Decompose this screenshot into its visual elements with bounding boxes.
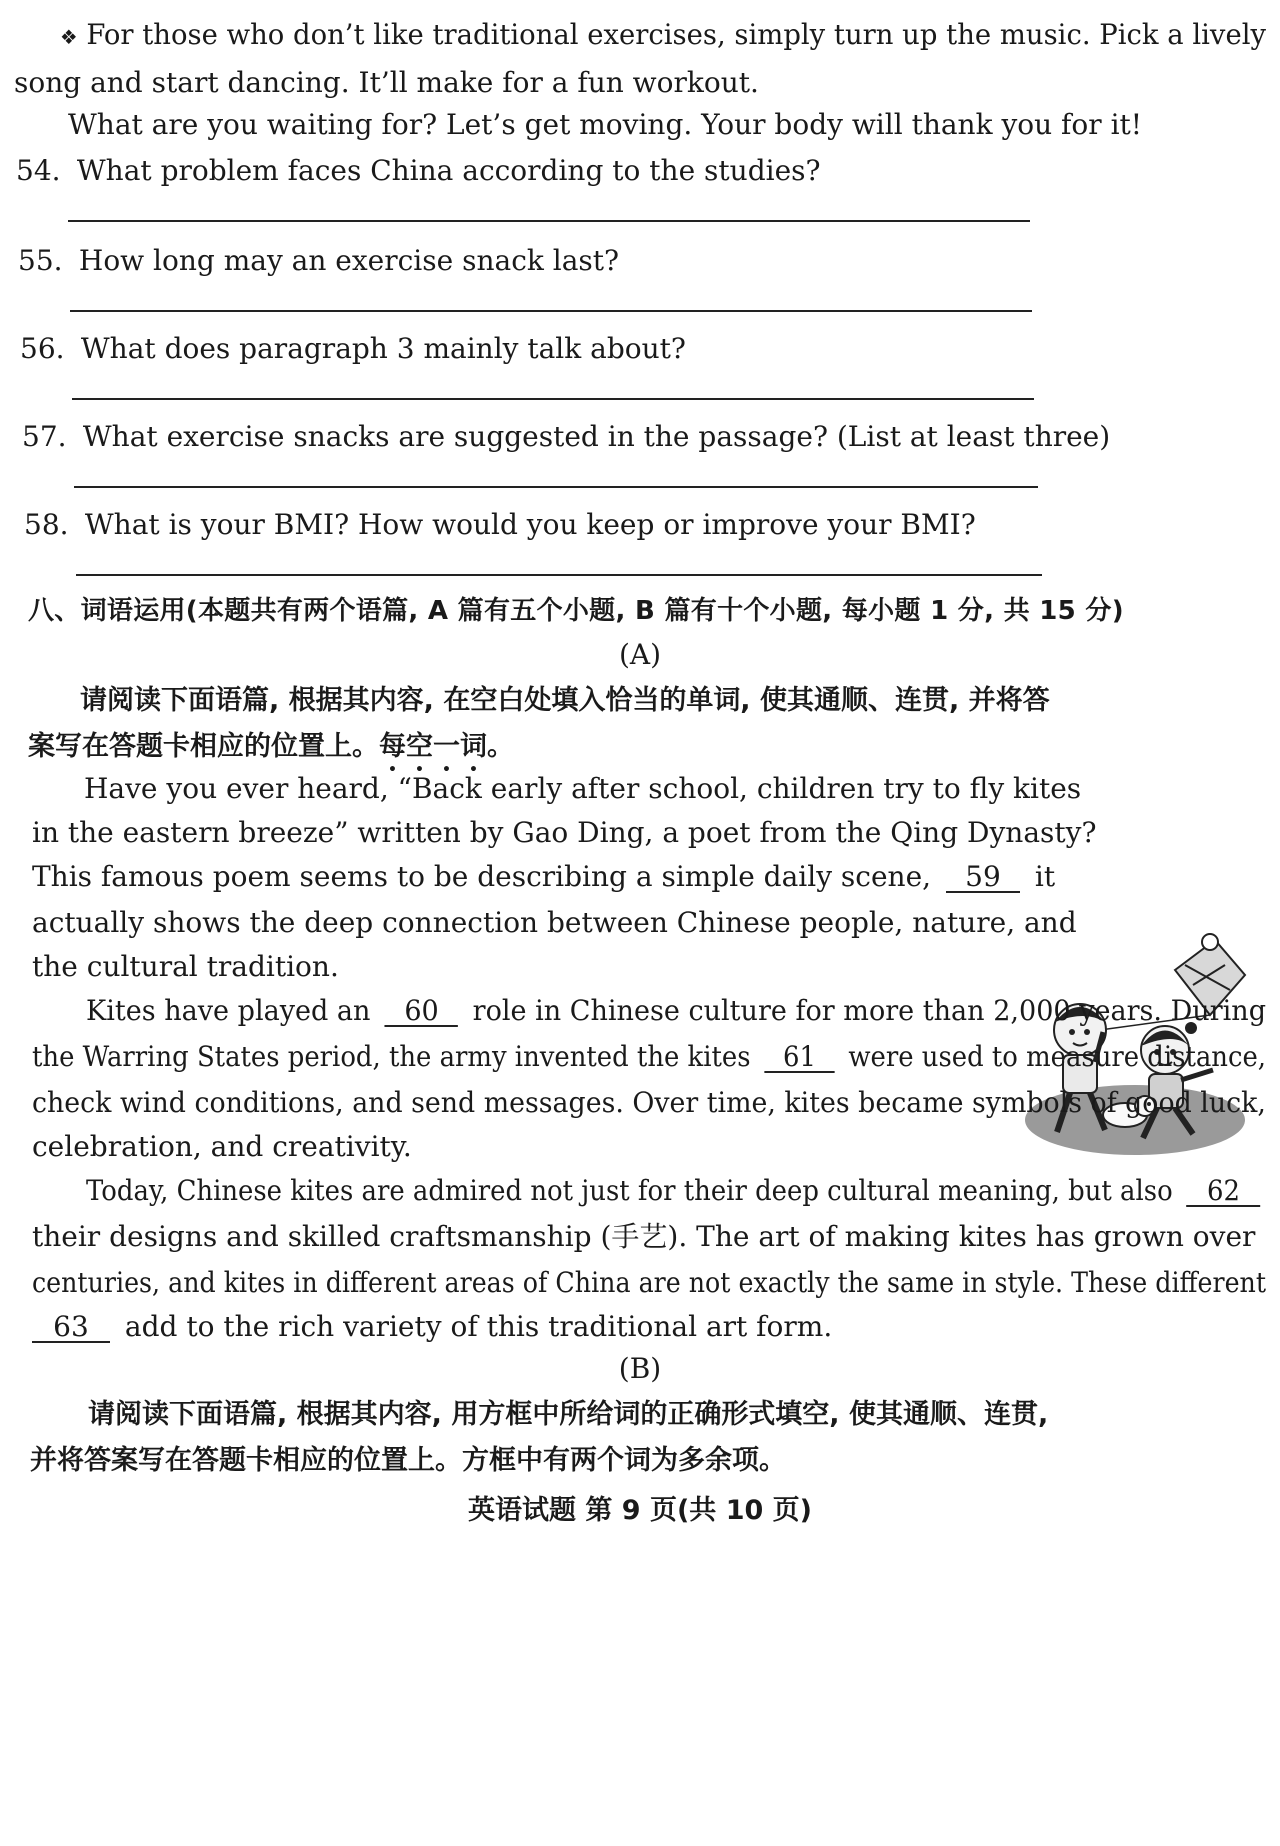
answer-line-56[interactable] bbox=[72, 398, 1034, 400]
kite-children-illustration bbox=[1025, 910, 1270, 1160]
question-number: 57. bbox=[22, 420, 67, 453]
p3-line-4 bbox=[32, 1310, 832, 1344]
p3-line-1-pre: Today, Chinese kites are admired not just for their deep cultural meaning, but also bbox=[86, 1174, 1173, 1207]
question-number: 58. bbox=[24, 508, 69, 541]
answer-line-58[interactable] bbox=[76, 574, 1042, 576]
question-text: What does paragraph 3 mainly talk about? bbox=[80, 332, 686, 365]
part-b-instruction-1: 请阅读下面语篇, 根据其内容, 用方框中所给词的正确形式填空, 使其通顺、连贯, bbox=[88, 1399, 1049, 1430]
part-a-label: (A) bbox=[618, 638, 662, 671]
p1-line-1: Have you ever heard, “Back early after school, children try to fly kites bbox=[84, 772, 1082, 805]
question-text: What is your BMI? How would you keep or improve your BMI? bbox=[84, 508, 976, 541]
p3-line-3: centuries, and kites in different areas of China are not exactly the same in style. These different bbox=[32, 1266, 1267, 1299]
blank-60[interactable]: 60 bbox=[385, 997, 458, 1027]
p2-line-2-pre: the Warring States period, the army invented the kites bbox=[32, 1040, 751, 1073]
closing-line: What are you waiting for? Let’s get moving. Your body will thank you for it! bbox=[68, 108, 1143, 141]
page-footer: 英语试题 第 9 页(共 10 页) bbox=[467, 1495, 813, 1526]
blank-62[interactable]: 62 bbox=[1186, 1177, 1260, 1207]
bullet-line-1 bbox=[60, 18, 1266, 54]
bullet-text-1: For those who don’t like traditional exercises, simply turn up the music. Pick a lively bbox=[86, 18, 1267, 51]
instruction-suffix: 。 bbox=[487, 731, 514, 762]
question-number: 54. bbox=[16, 154, 61, 187]
question-57 bbox=[22, 420, 1110, 454]
part-a-instruction-1: 请阅读下面语篇, 根据其内容, 在空白处填入恰当的单词, 使其通顺、连贯, 并将答 bbox=[80, 685, 1050, 716]
p1-line-3-pre: This famous poem seems to be describing a simple daily scene, bbox=[32, 860, 932, 893]
p2-line-1-pre: Kites have played an bbox=[86, 994, 371, 1027]
p2-line-4: celebration, and creativity. bbox=[32, 1130, 412, 1163]
instruction-emphasis: 每空一词 bbox=[379, 731, 487, 762]
question-55 bbox=[18, 244, 619, 278]
instruction-prefix: 案写在答题卡相应的位置上。 bbox=[28, 731, 379, 762]
p1-line-2: in the eastern breeze” written by Gao Ding, a poet from the Qing Dynasty? bbox=[32, 816, 1097, 849]
blank-59[interactable]: 59 bbox=[946, 863, 1020, 893]
p2-line-3: check wind conditions, and send messages. Over time, kites became symbols of good luck, bbox=[32, 1086, 1266, 1119]
p2-line-2 bbox=[32, 1040, 1266, 1074]
question-54 bbox=[16, 154, 821, 188]
question-number: 55. bbox=[18, 244, 63, 277]
p1-line-3 bbox=[32, 860, 1055, 894]
section-heading: 八、词语运用(本题共有两个语篇, A 篇有五个小题, B 篇有十个小题, 每小题 1 分, 共 15 分) bbox=[28, 596, 1124, 626]
blank-63[interactable]: 63 bbox=[32, 1313, 110, 1343]
blank-61[interactable]: 61 bbox=[764, 1043, 834, 1073]
p2-line-1-post: role in Chinese culture for more than 2,000 years. During bbox=[472, 994, 1267, 1027]
p1-line-3-post: it bbox=[1034, 860, 1056, 893]
p3-line-4-post: add to the rich variety of this traditional art form. bbox=[124, 1310, 833, 1343]
p2-line-2-post: were used to measure distance, bbox=[848, 1040, 1267, 1073]
question-58 bbox=[24, 508, 976, 542]
question-text: How long may an exercise snack last? bbox=[78, 244, 620, 277]
part-b-instruction-2: 并将答案写在答题卡相应的位置上。方框中有两个词为多余项。 bbox=[30, 1445, 786, 1476]
p3-line-2: their designs and skilled craftsmanship (手艺). The art of making kites has grown over bbox=[32, 1220, 1256, 1253]
bullet-line-2: song and start dancing. It’ll make for a fun workout. bbox=[14, 66, 759, 99]
p1-line-4: actually shows the deep connection between Chinese people, nature, and bbox=[32, 906, 1077, 939]
part-a-instruction-2 bbox=[28, 730, 514, 778]
p1-line-5: the cultural tradition. bbox=[32, 950, 339, 983]
question-text: What problem faces China according to the studies? bbox=[76, 154, 821, 187]
answer-line-57[interactable] bbox=[74, 486, 1038, 488]
question-text: What exercise snacks are suggested in the passage? (List at least three) bbox=[82, 420, 1111, 453]
bullet-diamond-icon: ❖ bbox=[60, 25, 78, 49]
part-b-label: (B) bbox=[618, 1352, 662, 1385]
answer-line-54[interactable] bbox=[68, 220, 1030, 222]
p2-line-1 bbox=[86, 994, 1266, 1028]
p3-line-1 bbox=[86, 1174, 1266, 1208]
question-number: 56. bbox=[20, 332, 65, 365]
answer-line-55[interactable] bbox=[70, 310, 1032, 312]
question-56 bbox=[20, 332, 686, 366]
